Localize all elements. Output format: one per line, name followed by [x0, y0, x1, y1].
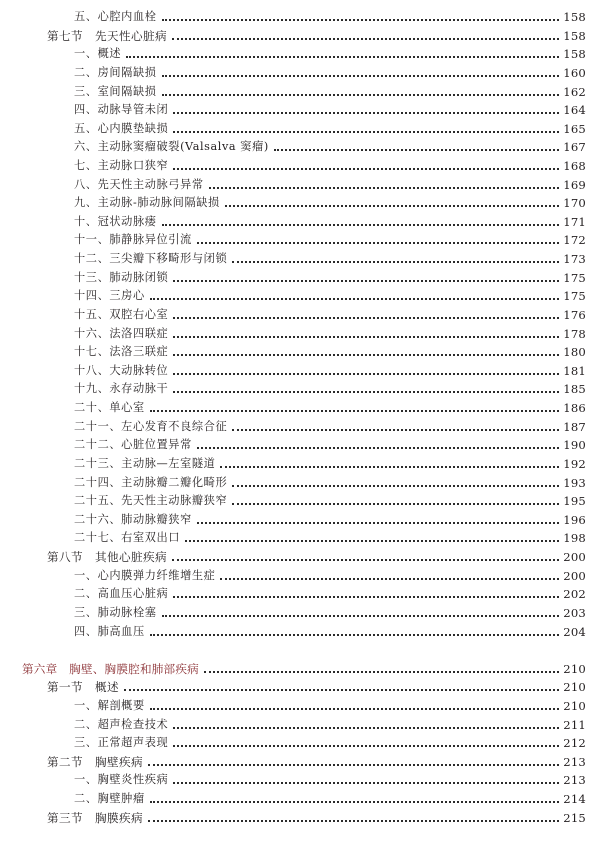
toc-entry-title: 十四、三房心: [74, 289, 145, 303]
dot-leader: [173, 726, 559, 729]
dot-leader: [173, 595, 559, 598]
toc-item-row[interactable]: [0, 362, 603, 380]
toc-entry: [74, 306, 586, 324]
toc-entry: [74, 362, 586, 380]
toc-entry: [74, 380, 586, 398]
toc-entry: [74, 64, 586, 82]
toc-page-number: 162: [563, 84, 586, 99]
toc-item-row[interactable]: [0, 343, 603, 361]
dot-leader: [232, 428, 559, 431]
toc-entry: [74, 474, 586, 492]
toc-item-row[interactable]: [0, 492, 603, 510]
toc-entry-title: 第六章 胸壁、胸膜腔和肺部疾病: [22, 661, 199, 676]
toc-entry: [74, 138, 586, 156]
dot-leader: [197, 446, 559, 449]
toc-item-row[interactable]: [0, 604, 603, 622]
toc-entry: [74, 399, 586, 417]
toc-item-row[interactable]: [0, 418, 603, 436]
dot-leader: [232, 502, 559, 505]
toc-page-number: 210: [563, 698, 586, 713]
toc-item-row[interactable]: [0, 585, 603, 603]
toc-entry-title: 七、主动脉口狭窄: [74, 159, 169, 172]
toc-page-number: 190: [563, 438, 586, 453]
toc-entry-title: 十六、法洛四联症: [74, 326, 169, 340]
toc-item-row[interactable]: [0, 529, 603, 547]
toc-entry-title: 第一节 概述: [47, 680, 119, 695]
dot-leader: [162, 223, 560, 226]
toc-entry: [74, 492, 586, 510]
toc-page-number: 171: [563, 214, 586, 229]
dot-leader: [185, 539, 559, 542]
toc-entry: [47, 753, 586, 771]
toc-entry: [74, 194, 586, 212]
toc-item-row[interactable]: [0, 790, 603, 808]
dot-leader: [209, 186, 560, 189]
toc-page-number: 181: [563, 363, 586, 378]
toc-page-number: 164: [563, 103, 586, 118]
toc-entry: [74, 157, 586, 175]
toc-page-number: 176: [563, 307, 586, 322]
toc-page-number: 180: [563, 345, 586, 360]
toc-entry-title: 八、先天性主动脉弓异常: [74, 177, 204, 191]
dot-leader: [126, 55, 559, 58]
toc-entry-title: 三、正常超声表现: [74, 736, 169, 750]
toc-entry: [74, 287, 586, 305]
toc-entry-title: 十一、肺静脉异位引流: [74, 233, 192, 247]
dot-leader: [162, 614, 560, 617]
toc-item-row[interactable]: [0, 623, 603, 641]
toc-item-row[interactable]: [0, 8, 603, 26]
toc-item-row[interactable]: [0, 455, 603, 473]
toc-entry: [74, 734, 586, 752]
toc-entry: [47, 678, 586, 696]
dot-leader: [148, 819, 559, 822]
toc-entry-title: 二十三、主动脉—左室隧道: [74, 456, 216, 470]
toc-entry-title: 四、动脉导管未闭: [74, 103, 169, 117]
toc-page-number: 158: [563, 10, 586, 24]
toc-item-row[interactable]: [0, 101, 603, 119]
toc-entry: [74, 585, 586, 603]
toc-page-number: 187: [563, 419, 586, 434]
dot-leader: [232, 484, 559, 487]
toc-page-number: 175: [563, 270, 586, 285]
toc-item-row[interactable]: [0, 138, 603, 156]
dot-leader: [220, 465, 559, 468]
toc-entry-title: 二十一、左心发育不良综合征: [74, 419, 228, 433]
toc-entry: [47, 548, 586, 566]
toc-section-row[interactable]: [0, 809, 603, 827]
toc-page-number: 213: [563, 773, 586, 788]
toc-page-number: 210: [563, 680, 586, 695]
toc-section-row[interactable]: [0, 548, 603, 566]
toc-page-number: 169: [563, 177, 586, 192]
toc-entry: [74, 101, 586, 119]
toc-entry-title: 三、室间隔缺损: [74, 84, 157, 98]
toc-section-row[interactable]: [0, 678, 603, 696]
dot-leader: [274, 148, 559, 151]
toc-entry: [74, 343, 586, 361]
toc-entry-title: 二十五、先天性主动脉瓣狭窄: [74, 494, 228, 508]
toc-item-row[interactable]: [0, 83, 603, 101]
toc-entry: [47, 809, 586, 827]
dot-leader: [150, 297, 560, 300]
dot-leader: [173, 279, 559, 282]
toc-item-row[interactable]: [0, 734, 603, 752]
dot-leader: [173, 167, 559, 170]
toc-page-number: 202: [563, 587, 586, 602]
toc-entry-title: 十五、双腔右心室: [74, 307, 169, 321]
toc-page-number: 173: [563, 252, 586, 267]
toc-page-number: 212: [563, 736, 586, 751]
toc-entry-title: 六、主动脉窦瘤破裂(Valsalva 窦瘤): [74, 140, 269, 154]
dot-leader: [150, 800, 560, 803]
toc-item-row[interactable]: [0, 45, 603, 63]
toc-page-number: 178: [563, 326, 586, 341]
toc-page-number: 165: [563, 121, 586, 136]
toc-entry-title: 第八节 其他心脏疾病: [47, 550, 167, 564]
toc-entry-title: 二十、单心室: [74, 401, 145, 414]
toc-item-row[interactable]: [0, 380, 603, 398]
toc-item-row[interactable]: [0, 511, 603, 529]
toc-item-row[interactable]: [0, 213, 603, 231]
dot-leader: [232, 260, 559, 263]
toc-page-number: 200: [563, 550, 586, 564]
dot-leader: [204, 670, 559, 673]
toc-entry: [74, 83, 586, 101]
toc-entry: [74, 8, 586, 26]
toc-page-number: 213: [563, 754, 586, 769]
toc-page-number: 158: [563, 47, 586, 62]
toc-entry: [74, 716, 586, 734]
toc-page-number: 200: [563, 568, 586, 583]
dot-leader: [173, 372, 559, 375]
toc-entry: [74, 604, 586, 622]
toc-page-number: 160: [563, 65, 586, 80]
toc-entry: [22, 660, 586, 678]
toc-entry: [74, 697, 586, 715]
toc-page-number: 186: [563, 401, 586, 415]
toc-entry: [74, 120, 586, 138]
toc-page-number: 170: [563, 196, 586, 211]
toc-item-row[interactable]: [0, 436, 603, 454]
toc-section-row[interactable]: [0, 753, 603, 771]
toc-entry: [74, 176, 586, 194]
toc-entry: [74, 436, 586, 454]
toc-item-row[interactable]: [0, 771, 603, 789]
toc-entry: [74, 790, 586, 808]
toc-item-row[interactable]: [0, 120, 603, 138]
toc-item-row[interactable]: [0, 250, 603, 268]
toc-item-row[interactable]: [0, 474, 603, 492]
toc-entry: [74, 213, 586, 231]
toc-entry-title: 十八、大动脉转位: [74, 363, 169, 377]
toc-page-number: 196: [563, 512, 586, 527]
toc-item-row[interactable]: [0, 176, 603, 194]
toc-entry-title: 五、心腔内血栓: [74, 10, 157, 23]
toc-item-row[interactable]: [0, 306, 603, 324]
toc-page-number: 172: [563, 233, 586, 248]
dot-leader: [220, 577, 559, 580]
toc-entry-title: 二十四、主动脉瓣二瓣化畸形: [74, 475, 228, 489]
toc-entry-title: 二十六、肺动脉瓣狭窄: [74, 512, 192, 526]
toc-entry-title: 一、概述: [74, 47, 122, 61]
dot-leader: [150, 409, 560, 412]
toc-page-number: 168: [563, 159, 586, 173]
toc-item-row[interactable]: [0, 716, 603, 734]
toc-entry-title: 十三、肺动脉闭锁: [74, 270, 169, 284]
dot-leader: [173, 316, 559, 319]
toc-entry: [74, 567, 586, 585]
dot-leader: [162, 74, 560, 77]
toc-page-number: 185: [563, 382, 586, 397]
toc-entry: [74, 325, 586, 343]
toc-entry: [74, 511, 586, 529]
toc-item-row[interactable]: [0, 325, 603, 343]
toc-item-row[interactable]: [0, 64, 603, 82]
toc-item-row[interactable]: [0, 194, 603, 212]
toc-entry: [74, 529, 586, 547]
dot-leader: [162, 93, 560, 96]
dot-leader: [173, 744, 559, 747]
toc-page-number: 192: [563, 456, 586, 471]
dot-leader: [150, 707, 560, 710]
toc-item-row[interactable]: [0, 269, 603, 287]
toc-entry-title: 十九、永存动脉干: [74, 382, 169, 396]
dot-leader: [173, 390, 559, 393]
toc-page-number: 175: [563, 289, 586, 304]
toc-entry-title: 一、心内膜弹力纤维增生症: [74, 568, 216, 582]
toc-page-number: 211: [563, 717, 586, 732]
toc-entry-title: 第七节 先天性心脏病: [47, 28, 167, 43]
toc-page-number: 203: [563, 605, 586, 620]
toc-entry: [74, 418, 586, 436]
toc-item-row[interactable]: [0, 697, 603, 715]
toc-page-number: 193: [563, 475, 586, 490]
dot-leader: [124, 688, 559, 691]
toc-entry-title: 二、胸壁肿瘤: [74, 792, 145, 805]
dot-leader: [197, 241, 559, 244]
toc-entry-title: 二十二、心脏位置异常: [74, 438, 192, 452]
toc-entry-title: 九、主动脉-肺动脉间隔缺损: [74, 196, 220, 210]
toc-entry-title: 五、心内膜垫缺损: [74, 121, 169, 135]
toc-entry-title: 十二、三尖瓣下移畸形与闭锁: [74, 252, 228, 266]
dot-leader: [162, 18, 560, 21]
dot-leader: [173, 111, 559, 114]
dot-leader: [150, 633, 560, 636]
toc-page-number: 167: [563, 140, 586, 155]
toc-item-row[interactable]: [0, 287, 603, 305]
toc-entry: [74, 45, 586, 63]
toc-page-number: 210: [563, 661, 586, 676]
toc-item-row[interactable]: [0, 567, 603, 585]
toc-entry-title: 第三节 胸膜疾病: [47, 810, 143, 825]
toc-chapter-row[interactable]: [0, 660, 603, 678]
toc-page-number: 215: [563, 810, 586, 825]
dot-leader: [172, 558, 559, 561]
toc-item-row[interactable]: [0, 157, 603, 175]
dot-leader: [148, 763, 559, 766]
dot-leader: [173, 335, 559, 338]
dot-leader: [173, 130, 559, 133]
dot-leader: [173, 781, 559, 784]
toc-entry-title: 二、房间隔缺损: [74, 65, 157, 79]
toc-page-number: 195: [563, 494, 586, 509]
toc-item-row[interactable]: [0, 231, 603, 249]
toc-entry: [74, 250, 586, 268]
dot-leader: [173, 353, 559, 356]
dot-leader: [172, 37, 559, 40]
toc-entry-title: 一、胸壁炎性疾病: [74, 773, 169, 787]
toc-entry-title: 四、肺高血压: [74, 624, 145, 638]
dot-leader: [197, 521, 559, 524]
toc-entry-title: 十七、法洛三联症: [74, 345, 169, 359]
toc-entry: [74, 269, 586, 287]
toc-entry: [74, 455, 586, 473]
toc-page-number: 214: [563, 792, 586, 806]
toc-entry-title: 第二节 胸壁疾病: [47, 754, 143, 769]
toc-entry-title: 二、高血压心脏病: [74, 587, 169, 601]
toc-section-row[interactable]: [0, 27, 603, 45]
toc-page-number: 158: [563, 28, 586, 43]
toc-entry: [74, 231, 586, 249]
toc-entry: [47, 27, 586, 45]
toc-entry-title: 二、超声检查技术: [74, 717, 169, 731]
toc-entry: [74, 623, 586, 641]
toc-item-row[interactable]: [0, 399, 603, 417]
toc-page-number: 204: [563, 624, 586, 639]
toc-entry-title: 三、肺动脉栓塞: [74, 605, 157, 619]
toc-entry-title: 一、解剖概要: [74, 698, 145, 712]
toc-entry: [74, 771, 586, 789]
toc-entry-title: 十、冠状动脉瘘: [74, 214, 157, 228]
toc-entry-title: 二十七、右室双出口: [74, 531, 181, 545]
toc-page-number: 198: [563, 531, 586, 546]
dot-leader: [225, 204, 559, 207]
